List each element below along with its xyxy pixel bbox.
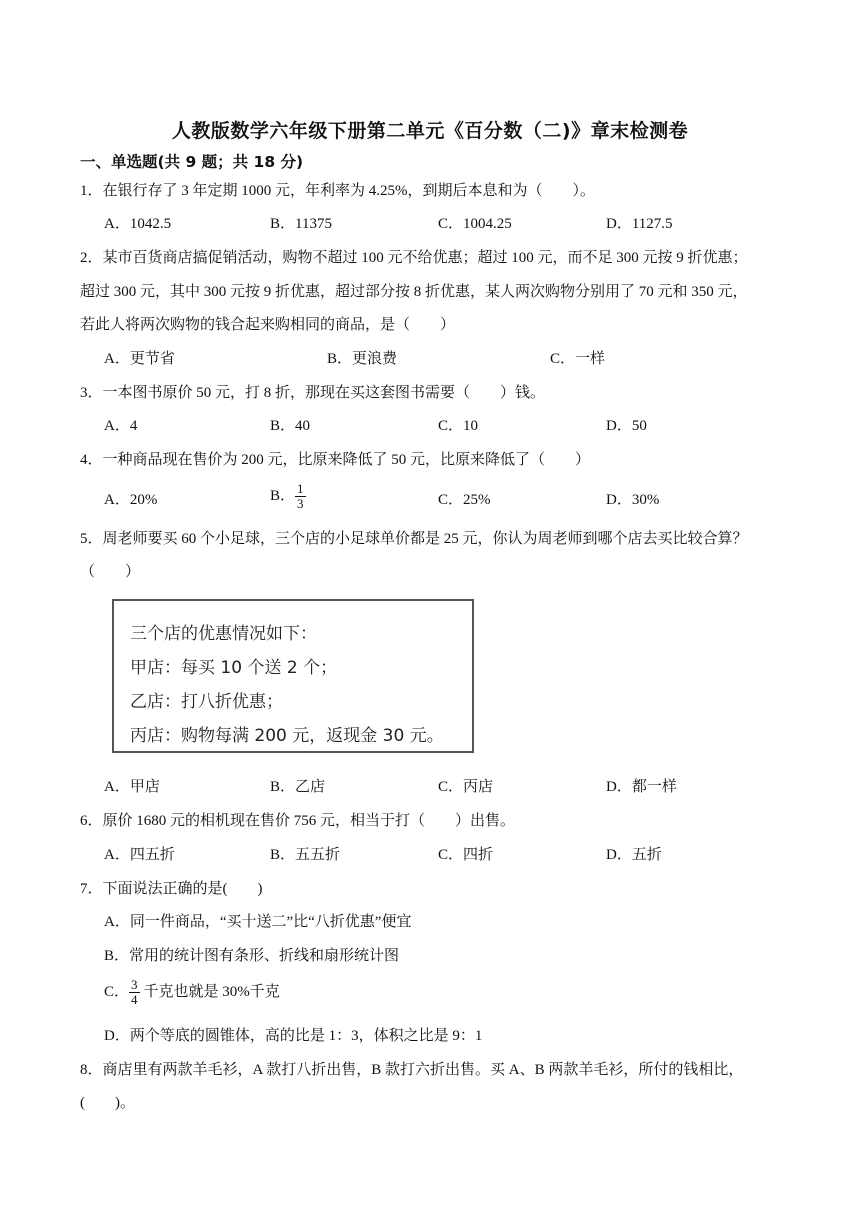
question-5-option-a: A．甲店 <box>104 779 160 795</box>
question-2-stem-line-2: 超过 300 元，其中 300 元按 9 折优惠，超过部分按 8 折优惠，某人两次购物分别用了 70 元和 350 元， <box>80 284 748 300</box>
question-5-stem-line-2: （ ） <box>80 564 141 580</box>
discount-box-line: 丙店：购物每满 200 元，返现金 30 元。 <box>130 726 444 746</box>
question-1-option-a: A．1042.5 <box>104 216 172 232</box>
question-7-option-b: B．常用的统计图有条形、折线和扇形统计图 <box>104 948 400 964</box>
question-7-option-c <box>104 978 280 1007</box>
question-5-option-b: B．乙店 <box>270 779 326 795</box>
discount-box-line: 三个店的优惠情况如下： <box>130 624 317 644</box>
question-4-option-c: C．25% <box>438 492 491 508</box>
question-6-option-a: A．四五折 <box>104 847 175 863</box>
question-7-stem: 7．下面说法正确的是( ) <box>80 881 263 897</box>
section-heading: 一、单选题(共 9 题；共 18 分) <box>80 153 304 171</box>
discount-info-box <box>112 599 474 753</box>
question-1-option-d: D．1127.5 <box>606 216 673 232</box>
question-3-option-a: A．4 <box>104 418 138 434</box>
page-title: 人教版数学六年级下册第二单元《百分数（二)》章末检测卷 <box>171 120 689 142</box>
question-6-option-d: D．五折 <box>606 847 662 863</box>
fraction-denominator: 3 <box>297 496 304 511</box>
question-4-option-b-prefix: B． <box>270 487 296 504</box>
question-4-stem: 4．一种商品现在售价为 200 元，比原来降低了 50 元，比原来降低了（ ） <box>80 452 591 468</box>
question-6-option-b: B．五五折 <box>270 847 341 863</box>
question-7-option-d: D．两个等底的圆锥体，高的比是 1：3，体积之比是 9：1 <box>104 1028 483 1044</box>
question-3-option-c: C．10 <box>438 418 479 434</box>
question-6-option-c: C．四折 <box>438 847 494 863</box>
question-5-option-d: D．都一样 <box>606 779 677 795</box>
question-7-option-c-suffix: 千克也就是 30%千克 <box>143 983 280 1000</box>
question-1-stem: 1．在银行存了 3 年定期 1000 元，年利率为 4.25%，到期后本息和为（ ）。 <box>80 183 595 199</box>
question-1-option-b: B．11375 <box>270 216 332 232</box>
question-1-option-c: C．1004.25 <box>438 216 512 232</box>
fraction-numerator: 1 <box>297 481 304 496</box>
question-2-stem-line-1: 2．某市百货商店搞促销活动，购物不超过 100 元不给优惠；超过 100 元，而不足 300 元按 9 折优惠； <box>80 250 748 266</box>
question-6-stem: 6．原价 1680 元的相机现在售价 756 元，相当于打（ ）出售。 <box>80 813 516 829</box>
question-3-option-b: B．40 <box>270 418 311 434</box>
fraction <box>129 978 140 1007</box>
question-2-option-b: B．更浪费 <box>327 351 398 367</box>
question-4-option-d: D．30% <box>606 492 660 508</box>
question-4-option-b <box>270 482 310 511</box>
question-5-stem-line-1: 5．周老师要买 60 个小足球，三个店的小足球单价都是 25 元，你认为周老师到哪个店去买比较合算？ <box>80 531 748 547</box>
question-3-option-d: D．50 <box>606 418 647 434</box>
discount-box-line: 乙店：打八折优惠； <box>130 692 283 712</box>
question-4-option-a: A．20% <box>104 492 158 508</box>
question-2-stem-line-3: 若此人将两次购物的钱合起来购相同的商品，是（ ） <box>80 317 456 333</box>
question-5-option-c: C．丙店 <box>438 779 494 795</box>
fraction <box>295 482 306 511</box>
discount-box-line: 甲店：每买 10 个送 2 个； <box>130 658 338 678</box>
question-8-stem-line-2: ( )。 <box>80 1095 135 1111</box>
question-7-option-a: A．同一件商品，“买十送二”比“八折优惠”便宜 <box>104 914 412 930</box>
fraction-numerator: 3 <box>131 977 138 992</box>
question-3-stem: 3．一本图书原价 50 元，打 8 折，那现在买这套图书需要（ ）钱。 <box>80 385 546 401</box>
question-8-stem-line-1: 8．商店里有两款羊毛衫，A 款打八折出售，B 款打六折出售。买 A、B 两款羊毛衫，所付的钱相比， <box>80 1062 744 1078</box>
question-7-option-c-prefix: C． <box>104 983 130 1000</box>
question-2-option-a: A．更节省 <box>104 351 175 367</box>
question-2-option-c: C．一样 <box>550 351 606 367</box>
fraction-denominator: 4 <box>131 992 138 1007</box>
